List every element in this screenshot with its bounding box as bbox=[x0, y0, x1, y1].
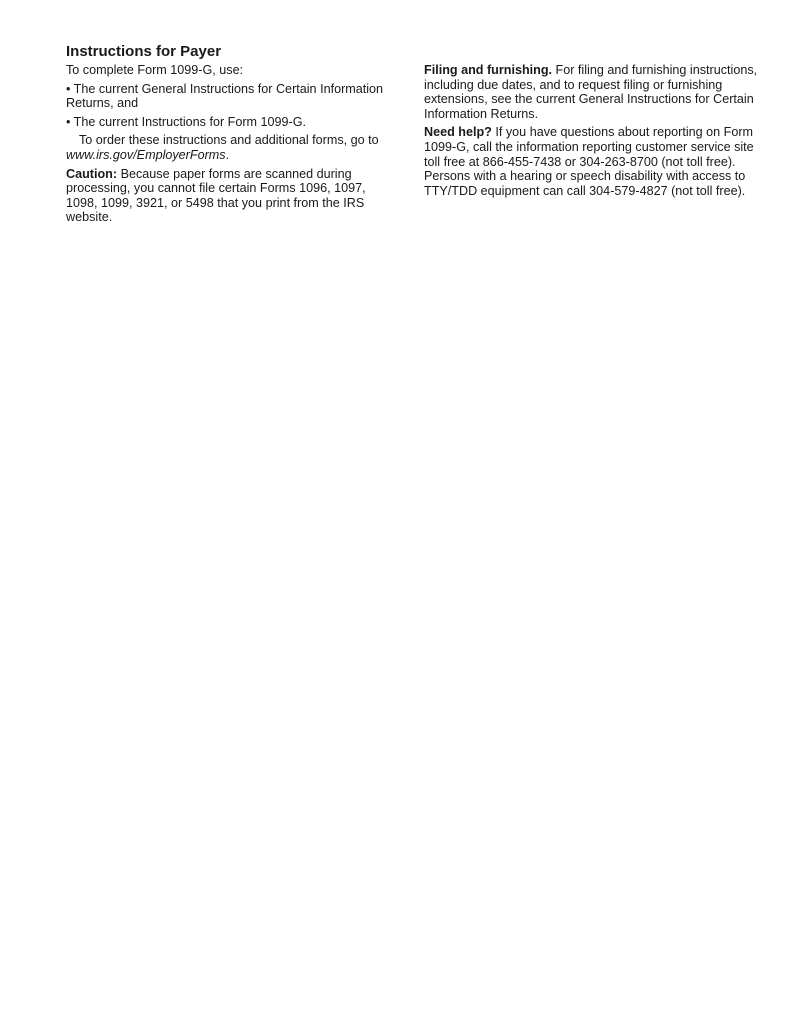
left-column bbox=[66, 43, 386, 229]
help-label: Need help? bbox=[424, 125, 492, 140]
caution-text: Because paper forms are scanned during processing, you cannot file certain Forms 1096, 1097, 1098, 1099, 3921, or 5498 that you print from the IRS website. bbox=[66, 166, 366, 225]
bullet-form-instructions: • The current Instructions for Form 1099-G. bbox=[66, 114, 307, 129]
filing-paragraph bbox=[424, 63, 760, 121]
order-end: . bbox=[225, 147, 230, 162]
help-paragraph bbox=[424, 125, 760, 198]
order-text: To order these instructions and additional forms, go to bbox=[79, 133, 379, 148]
section-heading: Instructions for Payer bbox=[66, 43, 222, 60]
filing-label: Filing and furnishing. bbox=[424, 63, 553, 77]
filing-text: For filing and furnishing instructions, including due dates, and to request filing or furnishing extensions, see the current General Instructions for Certain Information Returns. bbox=[424, 63, 758, 121]
caution-label: Caution: bbox=[66, 166, 118, 181]
employer-forms-link[interactable]: www.irs.gov/EmployerForms bbox=[66, 147, 226, 162]
order-paragraph bbox=[66, 133, 386, 162]
right-column bbox=[424, 63, 760, 202]
caution-paragraph bbox=[66, 167, 386, 225]
help-text: If you have questions about reporting on Form 1099-G, call the information reporting customer service site toll free at 866-455-7438 or 304-263-8700 (not toll free). Persons with a hearing or speech disability with access to TTY/TDD equipment can call 304-579-4827 (not toll free). bbox=[424, 125, 754, 198]
bullet-general-instructions: • The current General Instructions for Certain Information Returns, and bbox=[66, 81, 384, 111]
intro-text: To complete Form 1099-G, use: bbox=[66, 63, 244, 77]
